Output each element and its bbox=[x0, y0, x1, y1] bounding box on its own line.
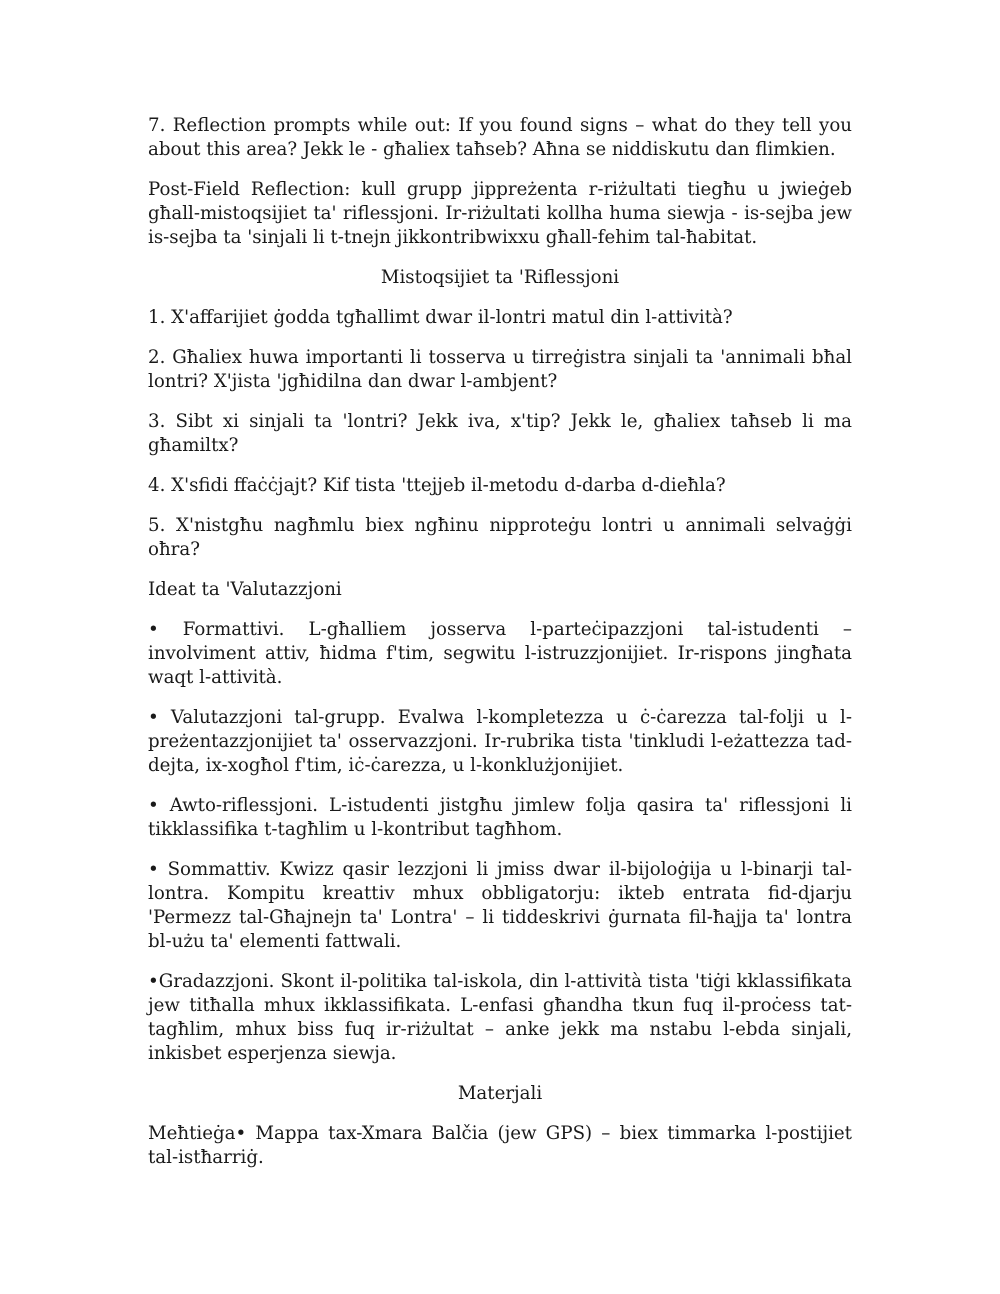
assessment-ideas-heading: Ideat ta 'Valutazzjoni bbox=[148, 579, 342, 600]
assessment-item: • Formattivi. L-għalliem josserva l-parteċipazzjoni tal-istudenti – involviment attiv, ħidma f'tim, segwitu l-istruzzjonijiet. Ir-rispons jingħata waqt l-attività. bbox=[148, 619, 852, 688]
assessment-item: •Gradazzjoni. Skont il-politika tal-iskola, din l-attività tista 'tiġi kklassifikata jew titħalla mhux ikklassifikata. L-enfasi għandha tkun fuq il-proċess tat-tagħlim, mhux biss fuq ir-riżultat – anke jekk ma nstabu l-ebda sinjali, inkisbet esperjenza siewja. bbox=[148, 971, 852, 1064]
question-item: 4. X'sfidi ffaċċjajt? Kif tista 'ttejjeb il-metodu d-darba d-dieħla? bbox=[148, 475, 726, 496]
post-field-reflection-paragraph: Post-Field Reflection: kull grupp jippreżenta r-riżultati tiegħu u jwieġeb għall-mistoqsijiet ta' riflessjoni. Ir-riżultati kollha huma siewja - is-sejba jew is-sejba ta 'sinjali li t-tnejn jikkontribwixxu għall-fehim tal-ħabitat. bbox=[148, 179, 852, 248]
question-item: 3. Sibt xi sinjali ta 'lontri? Jekk iva, x'tip? Jekk le, għaliex taħseb li ma għamiltx? bbox=[148, 411, 852, 456]
question-item: 1. X'affarijiet ġodda tgħallimt dwar il-lontri matul din l-attività? bbox=[148, 307, 733, 328]
materials-needs-paragraph: Meħtieġa• Mappa tax-Xmara Balčia (jew GPS) – biex timmarka l-postijiet tal-istħarriġ. bbox=[148, 1123, 852, 1168]
question-item: 5. X'nistgħu nagħmlu biex ngħinu nipproteġu lontri u annimali selvaġġi oħra? bbox=[148, 515, 852, 560]
assessment-item: • Sommattiv. Kwizz qasir lezzjoni li jmiss dwar il-bijoloġija u l-binarji tal-lontra. Kompitu kreattiv mhux obbligatorju: ikteb entrata fid-djarju 'Permezz tal-Għajnejn ta' Lontra' – li tiddeskrivi ġurnata fil-ħajja ta' lontra bl-użu ta' elementi fattwali. bbox=[148, 859, 852, 952]
reflection-questions-heading: Mistoqsijiet ta 'Riflessjoni bbox=[380, 267, 620, 288]
question-item: 2. Għaliex huwa importanti li tosserva u tirreġistra sinjali ta 'annimali bħal lontri? X'jista 'jgħidilna dan dwar l-ambjent? bbox=[148, 347, 852, 392]
document-page bbox=[148, 114, 852, 1186]
assessment-item: • Valutazzjoni tal-grupp. Evalwa l-kompletezza u ċ-ċarezza tal-folji u l-preżentazzjonijiet ta' osservazzjoni. Ir-rubrika tista 'tinkludi l-eżattezza tad-dejta, ix-xogħol f'tim, iċ-ċarezza, u l-konklużjonijiet. bbox=[148, 707, 852, 776]
reflection-prompts-paragraph: 7. Reflection prompts while out: If you found signs – what do they tell you about this area? Jekk le - għaliex taħseb? Aħna se niddiskutu dan flimkien. bbox=[148, 115, 852, 160]
materials-heading: Materjali bbox=[457, 1083, 543, 1104]
assessment-item: • Awto-riflessjoni. L-istudenti jistgħu jimlew folja qasira ta' riflessjoni li tikklassifika t-tagħlim u l-kontribut tagħhom. bbox=[148, 795, 852, 840]
